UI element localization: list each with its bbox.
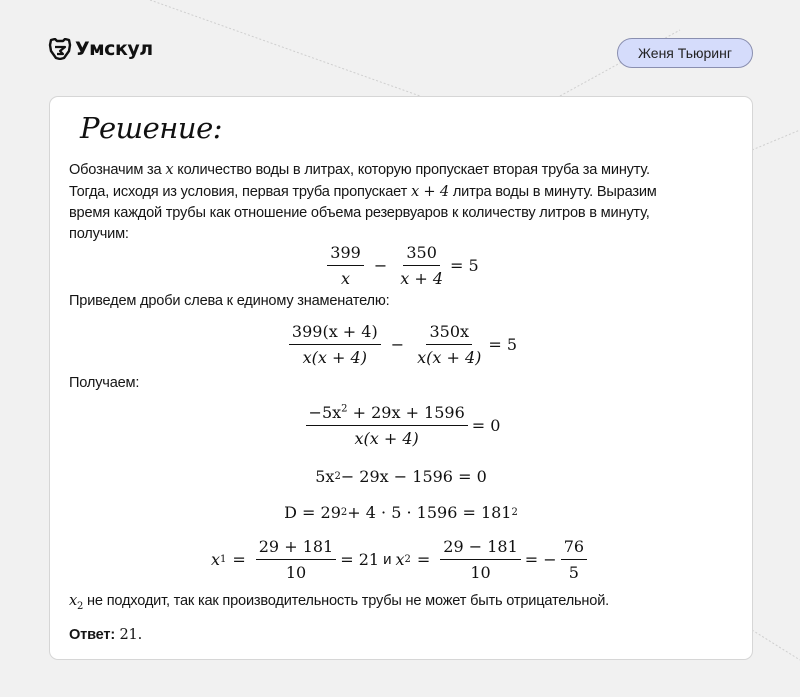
fraction: $\frac{399(x + 4)}{x(x + 4)}$ bbox=[289, 322, 381, 367]
solution-title: Решение: bbox=[80, 111, 223, 145]
intro-paragraph bbox=[69, 159, 749, 245]
step-2-text: Приведем дроби слева к единому знаменателю: bbox=[69, 293, 390, 309]
fraction: $\frac{29 + 181}{10}$ bbox=[256, 537, 336, 582]
fraction: $\frac{76}{5}$ bbox=[561, 537, 587, 582]
fraction: $\frac{350x}{x(x + 4)}$ bbox=[417, 322, 482, 367]
user-badge[interactable] bbox=[617, 38, 753, 68]
fraction: $\frac{399}{x}$ bbox=[327, 243, 364, 288]
equation-3: $\frac{-5x^2 + 29x + 1596}{x(x + 4)}$ = 0 bbox=[50, 403, 752, 448]
fraction: $\frac{29 - 181}{10}$ bbox=[440, 537, 520, 582]
equation-5-discriminant: D = 29 2 + 4 · 5 · 1596 = 181 2 bbox=[284, 503, 518, 522]
fraction: $\frac{350}{x + 4}$ bbox=[400, 243, 444, 288]
user-name: Женя Тьюринг bbox=[638, 45, 732, 61]
answer-label: Ответ: bbox=[69, 627, 116, 643]
fraction: $\frac{-5x^2 + 29x + 1596}{x(x + 4)}$ bbox=[306, 403, 468, 448]
equation-6-roots: x 1 = $\frac{29 + 181}{10}$ = 21 и x 2 = $\frac{29 - 181}{10}$ = − $\frac{76}{5}$ bbox=[50, 537, 752, 582]
equation-2: $\frac{399(x + 4)}{x(x + 4)}$ − $\frac{350x}{x(x + 4)}$ = 5 bbox=[50, 322, 752, 367]
brand-name: Умскул bbox=[75, 38, 153, 60]
answer bbox=[69, 624, 749, 646]
conclusion-text: $x_2$ не подходит, так как производительность трубы не может быть отрицательной. bbox=[69, 592, 610, 612]
solution-card bbox=[49, 96, 753, 660]
answer-value: 21. bbox=[115, 626, 143, 643]
step-3-text: Получаем: bbox=[69, 375, 140, 391]
brand-logo[interactable] bbox=[48, 38, 153, 60]
intro-line-4: получим: bbox=[69, 226, 129, 242]
bear-icon bbox=[48, 38, 72, 60]
intro-line-3: время каждой трубы как отношение объема резервуаров к количеству литров в минуту, bbox=[69, 205, 650, 221]
intro-line-2: Тогда, исходя из условия, первая труба пропускает x + 4 литра воды в минуту. Выразим bbox=[69, 183, 657, 200]
equation-4: 5x 2 − 29x − 1596 = 0 bbox=[315, 467, 487, 486]
equation-1: $\frac{399}{x}$ − $\frac{350}{x + 4}$ = 5 bbox=[50, 243, 752, 288]
intro-line-1: Обозначим за x количество воды в литрах, которую пропускает вторая труба за минуту. bbox=[69, 161, 650, 178]
